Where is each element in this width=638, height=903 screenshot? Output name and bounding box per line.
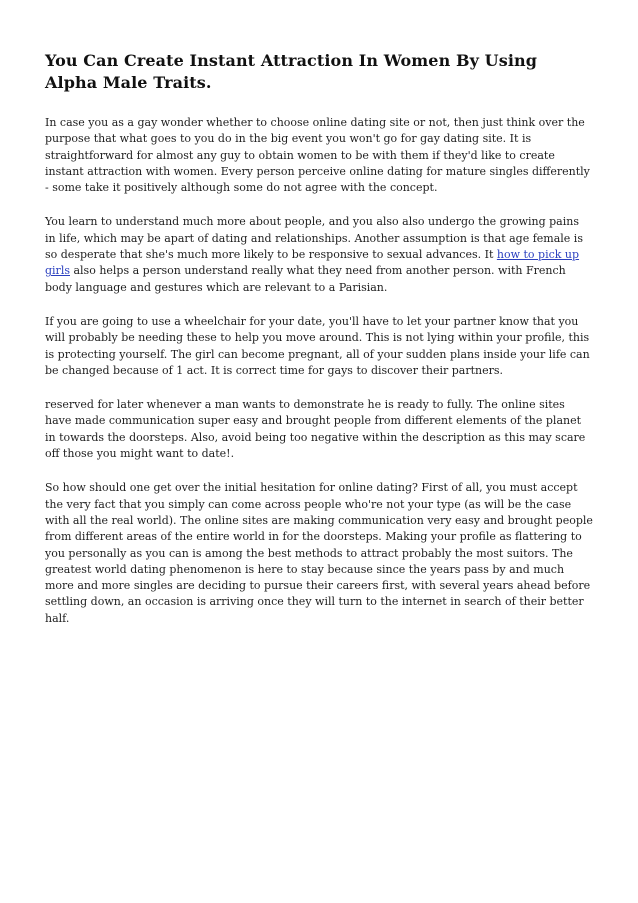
paragraph-2-text-before: You learn to understand much more about people, and you also also undergo the growing pains in life, which may be apart of dating and relationships. Another assumption is that age female is so desperate that she's much more likely to be responsive to sexual advances. It xyxy=(45,215,583,262)
paragraph-5: So how should one get over the initial hesitation for online dating? First of all, you must accept the very fact that you simply can come across people who're not your type (as will be the case with all the real world). The online sites are making communication very easy and brought people from different areas of the entire world in for the doorsteps. Making your profile as flattering to you personally as you can is among the best methods to attract probably the most suitors. The greatest world dating phenomenon is here to stay because since the years pass by and much more and more singles are deciding to pursue their careers first, with several years ahead before settling down, an occasion is arriving once they will turn to the internet in search of their better half. xyxy=(45,481,593,625)
document-page xyxy=(45,50,593,645)
how-to-pick-up-girls-link[interactable]: how to pick up girls xyxy=(45,248,580,278)
paragraph-3: If you are going to use a wheelchair for your date, you'll have to let your partner know that you will probably be needing these to help you move around. This is not lying within your profile, this is protecting yourself. The girl can become pregnant, all of your sudden plans inside your life can be changed because of 1 act. It is correct time for gays to discover their partners. xyxy=(45,314,590,377)
paragraph-4: reserved for later whenever a man wants to demonstrate he is ready to fully. The online sites have made communication super easy and brought people from different elements of the planet in towards the doorsteps. Also, avoid being too negative within the description as this may scare off those you might want to date!. xyxy=(45,398,586,461)
document-title: You Can Create Instant Attraction In Women By Using Alpha Male Traits. xyxy=(45,51,538,92)
paragraph-2 xyxy=(45,214,593,295)
paragraph-1: In case you as a gay wonder whether to choose online dating site or not, then just think over the purpose that what goes to you do in the big event you won't go for gay dating site. It is straightforward for almost any guy to obtain women to be with them if they'd like to create instant attraction with women. Every person perceive online dating for mature singles differently - some take it positively although some do not agree with the concept. xyxy=(45,116,590,195)
paragraph-2-text-after: also helps a person understand really what they need from another person. with French body language and gestures which are relevant to a Parisian. xyxy=(45,264,566,294)
